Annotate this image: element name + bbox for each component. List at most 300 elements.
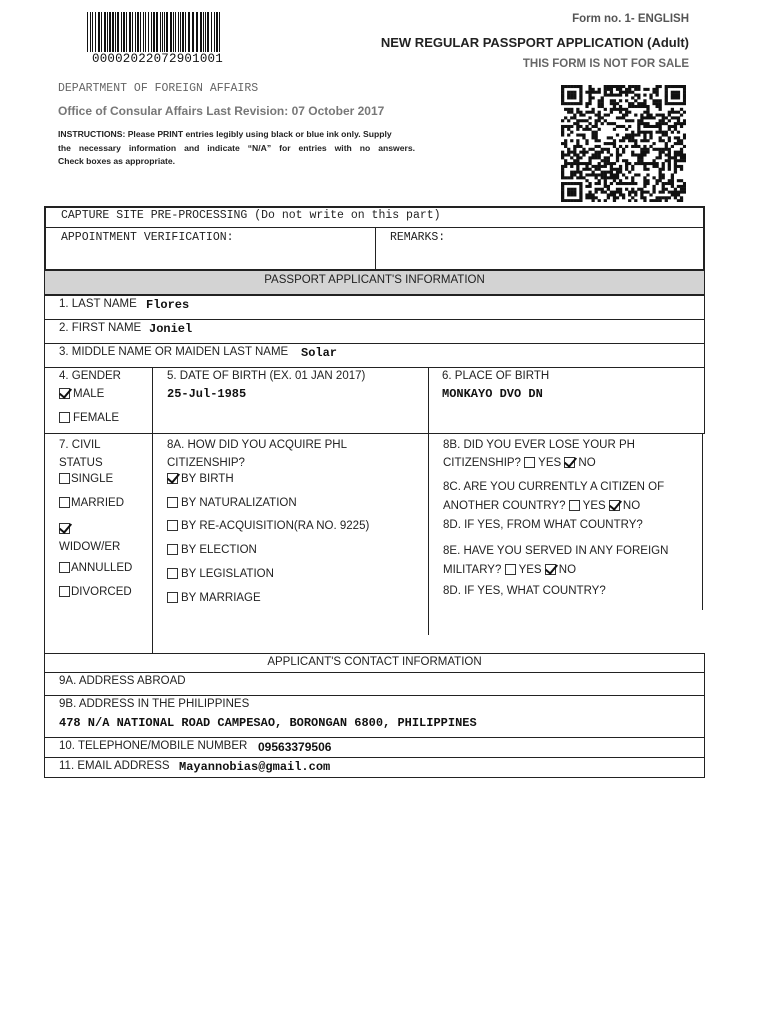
qr-module bbox=[683, 119, 686, 122]
qr-module bbox=[668, 168, 671, 171]
qr-module bbox=[573, 193, 576, 196]
qr-module bbox=[656, 199, 659, 202]
qr-module bbox=[659, 85, 662, 88]
qr-module bbox=[610, 85, 613, 88]
qr-module bbox=[643, 94, 646, 97]
qr-module bbox=[561, 134, 564, 137]
qr-module bbox=[610, 191, 613, 194]
qr-module bbox=[564, 142, 567, 145]
qr-module bbox=[576, 142, 579, 145]
qr-module bbox=[631, 105, 634, 108]
q8e-yes-checkbox[interactable] bbox=[505, 564, 516, 575]
qr-module bbox=[579, 96, 582, 99]
qr-module bbox=[677, 131, 680, 134]
first-name-row bbox=[44, 319, 705, 344]
qr-module bbox=[598, 151, 601, 154]
applicant-section-title: PASSPORT APPLICANT'S INFORMATION bbox=[264, 274, 485, 286]
qr-module bbox=[643, 122, 646, 125]
qr-module bbox=[674, 188, 677, 191]
qr-module bbox=[604, 91, 607, 94]
qr-module bbox=[643, 134, 646, 137]
qr-module bbox=[601, 99, 604, 102]
qr-module bbox=[643, 151, 646, 154]
qr-module bbox=[625, 99, 628, 102]
qr-module bbox=[674, 159, 677, 162]
qr-module bbox=[674, 193, 677, 196]
qr-module bbox=[652, 199, 655, 202]
barcode-bar bbox=[170, 12, 172, 52]
qr-module bbox=[610, 171, 613, 174]
qr-module bbox=[637, 128, 640, 131]
qr-module bbox=[561, 102, 564, 105]
civil-annulled-option[interactable] bbox=[59, 562, 132, 574]
qr-module bbox=[649, 145, 652, 148]
by-naturalization-checkbox[interactable] bbox=[167, 497, 178, 508]
qr-module bbox=[598, 199, 601, 202]
qr-module bbox=[665, 182, 668, 185]
qr-module bbox=[680, 114, 683, 117]
barcode-bar bbox=[160, 12, 161, 52]
qr-module bbox=[613, 142, 616, 145]
qr-module bbox=[671, 96, 674, 99]
qr-module bbox=[665, 131, 668, 134]
qr-module bbox=[591, 136, 594, 139]
qr-module bbox=[625, 134, 628, 137]
qr-module bbox=[646, 88, 649, 91]
qr-module bbox=[674, 136, 677, 139]
qr-module bbox=[637, 159, 640, 162]
address-ph-label: 9B. ADDRESS IN THE PHILIPPINES bbox=[59, 698, 250, 710]
qr-module bbox=[631, 196, 634, 199]
by-election-option[interactable] bbox=[167, 544, 257, 556]
civil-widow-checkbox[interactable] bbox=[59, 523, 70, 534]
by-legislation-text: BY LEGISLATION bbox=[181, 568, 274, 580]
qr-module bbox=[652, 102, 655, 105]
qr-module bbox=[570, 111, 573, 114]
qr-module bbox=[601, 171, 604, 174]
qr-module bbox=[640, 196, 643, 199]
qr-module bbox=[570, 173, 573, 176]
barcode-bar bbox=[107, 12, 108, 52]
qr-module bbox=[628, 125, 631, 128]
by-marriage-checkbox[interactable] bbox=[167, 592, 178, 603]
qr-module bbox=[610, 99, 613, 102]
q8c-yes-checkbox[interactable] bbox=[569, 500, 580, 511]
qr-module bbox=[674, 196, 677, 199]
qr-module bbox=[561, 193, 564, 196]
qr-module bbox=[570, 165, 573, 168]
qr-module bbox=[601, 188, 604, 191]
qr-module bbox=[677, 116, 680, 119]
qr-module bbox=[631, 131, 634, 134]
qr-module bbox=[595, 145, 598, 148]
qr-module bbox=[671, 94, 674, 97]
qr-module bbox=[640, 162, 643, 165]
qr-module bbox=[662, 122, 665, 125]
office-revision: Office of Consular Affairs Last Revision: 07 October 2017 bbox=[58, 104, 385, 118]
qr-module bbox=[598, 165, 601, 168]
qr-module bbox=[616, 173, 619, 176]
qr-module bbox=[598, 88, 601, 91]
qr-module bbox=[628, 102, 631, 105]
civil-divorced-text: DIVORCED bbox=[71, 586, 132, 598]
qr-module bbox=[631, 96, 634, 99]
gender-female-option[interactable] bbox=[59, 412, 119, 424]
qr-module bbox=[643, 176, 646, 179]
qr-module bbox=[595, 122, 598, 125]
qr-module bbox=[588, 185, 591, 188]
by-election-checkbox[interactable] bbox=[167, 544, 178, 555]
qr-module bbox=[671, 193, 674, 196]
gender-female-text: FEMALE bbox=[73, 412, 120, 424]
by-legislation-option[interactable] bbox=[167, 568, 274, 580]
qr-module bbox=[643, 148, 646, 151]
qr-module bbox=[570, 171, 573, 174]
qr-module bbox=[598, 91, 601, 94]
qr-module bbox=[677, 165, 680, 168]
by-reacquisition-option[interactable] bbox=[167, 520, 369, 532]
qr-module bbox=[674, 153, 677, 156]
qr-module bbox=[561, 176, 564, 179]
qr-module bbox=[570, 102, 573, 105]
qr-module bbox=[640, 159, 643, 162]
qr-module bbox=[665, 96, 668, 99]
barcode-bar bbox=[153, 12, 155, 52]
qr-module bbox=[604, 179, 607, 182]
qr-module bbox=[613, 196, 616, 199]
qr-module bbox=[576, 168, 579, 171]
qr-module bbox=[613, 199, 616, 202]
qr-module bbox=[622, 182, 625, 185]
instructions-line-1: INSTRUCTIONS: Please PRINT entries legibly using black or blue ink only. Supply bbox=[58, 129, 392, 139]
qr-module bbox=[680, 148, 683, 151]
qr-module bbox=[579, 145, 582, 148]
q8e-no-checkbox[interactable] bbox=[545, 564, 556, 575]
qr-module bbox=[570, 139, 573, 142]
qr-module bbox=[628, 119, 631, 122]
qr-module bbox=[576, 134, 579, 137]
qr-module bbox=[668, 162, 671, 165]
qr-module bbox=[646, 116, 649, 119]
qr-module bbox=[631, 153, 634, 156]
qr-module bbox=[652, 142, 655, 145]
qr-module bbox=[579, 91, 582, 94]
qr-module bbox=[604, 162, 607, 165]
qr-module bbox=[677, 185, 680, 188]
civil-married-text: MARRIED bbox=[71, 497, 125, 509]
barcode-bar bbox=[140, 12, 141, 52]
civil-divorced-checkbox[interactable] bbox=[59, 586, 70, 597]
qr-module bbox=[595, 119, 598, 122]
qr-module bbox=[579, 102, 582, 105]
middle-name-value[interactable]: Solar bbox=[301, 346, 338, 360]
qr-module bbox=[598, 145, 601, 148]
qr-module bbox=[564, 145, 567, 148]
qr-module bbox=[634, 105, 637, 108]
qr-module bbox=[613, 176, 616, 179]
capture-site-title: CAPTURE SITE PRE-PROCESSING (Do not write on this part) bbox=[61, 209, 441, 222]
qr-module bbox=[680, 139, 683, 142]
barcode-bar bbox=[109, 12, 111, 52]
qr-module bbox=[598, 99, 601, 102]
qr-module bbox=[564, 139, 567, 142]
qr-module bbox=[561, 199, 564, 202]
qr-module bbox=[619, 94, 622, 97]
qr-module bbox=[668, 125, 671, 128]
qr-module bbox=[604, 171, 607, 174]
qr-module bbox=[677, 191, 680, 194]
qr-module bbox=[567, 148, 570, 151]
qr-module bbox=[595, 91, 598, 94]
qr-module bbox=[595, 136, 598, 139]
instructions bbox=[58, 128, 415, 169]
qr-module bbox=[659, 196, 662, 199]
qr-module bbox=[625, 136, 628, 139]
qr-module bbox=[671, 85, 674, 88]
qr-module bbox=[625, 188, 628, 191]
by-birth-option[interactable] bbox=[167, 473, 234, 485]
qr-module bbox=[643, 191, 646, 194]
qr-module bbox=[625, 119, 628, 122]
q8b-yes-text: YES bbox=[538, 457, 562, 469]
qr-module bbox=[585, 125, 588, 128]
qr-module bbox=[677, 119, 680, 122]
qr-module bbox=[591, 131, 594, 134]
qr-module bbox=[598, 168, 601, 171]
qr-module bbox=[628, 171, 631, 174]
qr-module bbox=[683, 134, 686, 137]
qr-module bbox=[643, 185, 646, 188]
qr-module bbox=[598, 114, 601, 117]
qr-module bbox=[680, 142, 683, 145]
qr-module bbox=[570, 199, 573, 202]
email-value[interactable]: Mayannobias@gmail.com bbox=[179, 760, 331, 774]
qr-module bbox=[610, 136, 613, 139]
qr-module bbox=[652, 148, 655, 151]
qr-module bbox=[677, 139, 680, 142]
first-name-value[interactable]: Joniel bbox=[149, 322, 193, 336]
qr-module bbox=[622, 125, 625, 128]
qr-module bbox=[631, 119, 634, 122]
by-marriage-option[interactable] bbox=[167, 592, 261, 604]
gender-male-option[interactable] bbox=[59, 388, 104, 400]
qr-module bbox=[640, 102, 643, 105]
pob-value[interactable]: MONKAYO DVO DN bbox=[442, 387, 543, 401]
q8b-no-checkbox[interactable] bbox=[564, 457, 575, 468]
qr-module bbox=[671, 131, 674, 134]
civil-widow-option[interactable] bbox=[59, 520, 120, 556]
qr-module bbox=[634, 85, 637, 88]
civil-single-text: SINGLE bbox=[71, 473, 114, 485]
qr-module bbox=[613, 94, 616, 97]
qr-module bbox=[561, 99, 564, 102]
qr-module bbox=[631, 168, 634, 171]
qr-module bbox=[616, 168, 619, 171]
q8c-no-checkbox[interactable] bbox=[609, 500, 620, 511]
civil-married-option[interactable] bbox=[59, 497, 124, 509]
qr-module bbox=[585, 193, 588, 196]
qr-module bbox=[616, 116, 619, 119]
qr-module bbox=[570, 131, 573, 134]
qr-module bbox=[656, 196, 659, 199]
qr-module bbox=[585, 102, 588, 105]
qr-module bbox=[579, 199, 582, 202]
qr-module bbox=[610, 176, 613, 179]
qr-module bbox=[585, 142, 588, 145]
dob-value[interactable]: 25-Jul-1985 bbox=[167, 387, 247, 401]
qr-module bbox=[567, 191, 570, 194]
qr-module bbox=[591, 196, 594, 199]
qr-module bbox=[610, 193, 613, 196]
qr-module bbox=[604, 119, 607, 122]
qr-module bbox=[634, 182, 637, 185]
qr-module bbox=[610, 182, 613, 185]
qr-module bbox=[613, 168, 616, 171]
civil-divorced-option[interactable] bbox=[59, 586, 132, 598]
qr-module bbox=[668, 136, 671, 139]
qr-module bbox=[591, 173, 594, 176]
q8e-yes-text: YES bbox=[518, 564, 542, 576]
qr-module bbox=[601, 102, 604, 105]
barcode-bar bbox=[164, 12, 165, 52]
qr-module bbox=[561, 125, 564, 128]
qr-module bbox=[610, 153, 613, 156]
qr-module bbox=[570, 125, 573, 128]
gender-male-checkbox[interactable] bbox=[59, 388, 70, 399]
qr-module bbox=[680, 85, 683, 88]
qr-module bbox=[607, 148, 610, 151]
qr-module bbox=[607, 156, 610, 159]
qr-module bbox=[674, 151, 677, 154]
qr-module bbox=[582, 114, 585, 117]
barcode-graphic bbox=[87, 12, 223, 52]
qr-module bbox=[659, 199, 662, 202]
by-birth-checkbox[interactable] bbox=[167, 473, 178, 484]
gender-female-checkbox[interactable] bbox=[59, 412, 70, 423]
qr-module bbox=[656, 105, 659, 108]
civil-married-checkbox[interactable] bbox=[59, 497, 70, 508]
qr-module bbox=[570, 193, 573, 196]
qr-module bbox=[683, 99, 686, 102]
civil-status-label-line-1: 7. CIVIL bbox=[59, 439, 101, 451]
qr-module bbox=[680, 179, 683, 182]
qr-module bbox=[652, 116, 655, 119]
qr-module bbox=[659, 173, 662, 176]
qr-module bbox=[649, 162, 652, 165]
qr-module bbox=[671, 156, 674, 159]
qr-module bbox=[683, 85, 686, 88]
qr-module bbox=[567, 176, 570, 179]
q8e-no-text: NO bbox=[558, 564, 577, 576]
qr-module bbox=[582, 136, 585, 139]
barcode-bar bbox=[112, 12, 114, 52]
qr-module bbox=[576, 145, 579, 148]
qr-module bbox=[595, 131, 598, 134]
qr-module bbox=[677, 94, 680, 97]
qr-module bbox=[643, 125, 646, 128]
qr-module bbox=[591, 96, 594, 99]
qr-module bbox=[652, 191, 655, 194]
by-legislation-checkbox[interactable] bbox=[167, 568, 178, 579]
qr-module bbox=[680, 153, 683, 156]
qr-module bbox=[561, 94, 564, 97]
civil-annulled-checkbox[interactable] bbox=[59, 562, 70, 573]
qr-module bbox=[610, 122, 613, 125]
qr-module bbox=[595, 134, 598, 137]
pob-label: 6. PLACE OF BIRTH bbox=[442, 370, 550, 382]
email-label: 11. EMAIL ADDRESS bbox=[59, 760, 170, 772]
qr-module bbox=[668, 85, 671, 88]
phone-value[interactable]: 09563379506 bbox=[258, 740, 332, 754]
qr-module bbox=[668, 156, 671, 159]
qr-module bbox=[607, 114, 610, 117]
qr-module bbox=[579, 99, 582, 102]
last-name-value[interactable]: Flores bbox=[146, 298, 190, 312]
qr-module bbox=[564, 162, 567, 165]
by-naturalization-option[interactable] bbox=[167, 497, 297, 509]
qr-module bbox=[619, 182, 622, 185]
qr-module bbox=[567, 91, 570, 94]
qr-module bbox=[561, 185, 564, 188]
qr-module bbox=[573, 188, 576, 191]
civil-single-checkbox[interactable] bbox=[59, 473, 70, 484]
qr-module bbox=[659, 105, 662, 108]
qr-module bbox=[579, 191, 582, 194]
qr-module bbox=[588, 156, 591, 159]
qr-module bbox=[567, 151, 570, 154]
qr-module bbox=[631, 145, 634, 148]
qr-module bbox=[576, 108, 579, 111]
qr-module bbox=[668, 148, 671, 151]
qr-module bbox=[637, 96, 640, 99]
q8b-label-line-2: CITIZENSHIP? bbox=[443, 457, 521, 469]
qr-module bbox=[607, 136, 610, 139]
qr-module bbox=[646, 173, 649, 176]
qr-module bbox=[579, 171, 582, 174]
qr-module bbox=[610, 111, 613, 114]
qr-module bbox=[637, 153, 640, 156]
qr-module bbox=[640, 114, 643, 117]
appointment-verification-label: APPOINTMENT VERIFICATION: bbox=[61, 231, 234, 244]
qr-module bbox=[613, 191, 616, 194]
qr-module bbox=[646, 179, 649, 182]
qr-module bbox=[570, 151, 573, 154]
address-ph-value[interactable]: 478 N/A NATIONAL ROAD CAMPESAO, BORONGAN 6800, PHILIPPINES bbox=[59, 716, 477, 730]
by-reacquisition-checkbox[interactable] bbox=[167, 520, 178, 531]
qr-module bbox=[570, 94, 573, 97]
qr-module bbox=[625, 145, 628, 148]
q8b-yes-checkbox[interactable] bbox=[524, 457, 535, 468]
qr-module bbox=[564, 116, 567, 119]
qr-module bbox=[582, 162, 585, 165]
barcode-bar bbox=[214, 12, 215, 52]
qr-module bbox=[659, 114, 662, 117]
qr-module bbox=[656, 156, 659, 159]
qr-module bbox=[567, 108, 570, 111]
q8c-no-text: NO bbox=[622, 500, 641, 512]
qr-module bbox=[665, 145, 668, 148]
q8c-label-line-2: ANOTHER COUNTRY? bbox=[443, 500, 566, 512]
qr-module bbox=[585, 105, 588, 108]
qr-module bbox=[646, 139, 649, 142]
qr-module bbox=[677, 85, 680, 88]
qr-module bbox=[656, 102, 659, 105]
civil-single-option[interactable] bbox=[59, 473, 113, 485]
qr-module bbox=[637, 162, 640, 165]
qr-module bbox=[610, 91, 613, 94]
qr-module bbox=[631, 151, 634, 154]
qr-module bbox=[604, 85, 607, 88]
